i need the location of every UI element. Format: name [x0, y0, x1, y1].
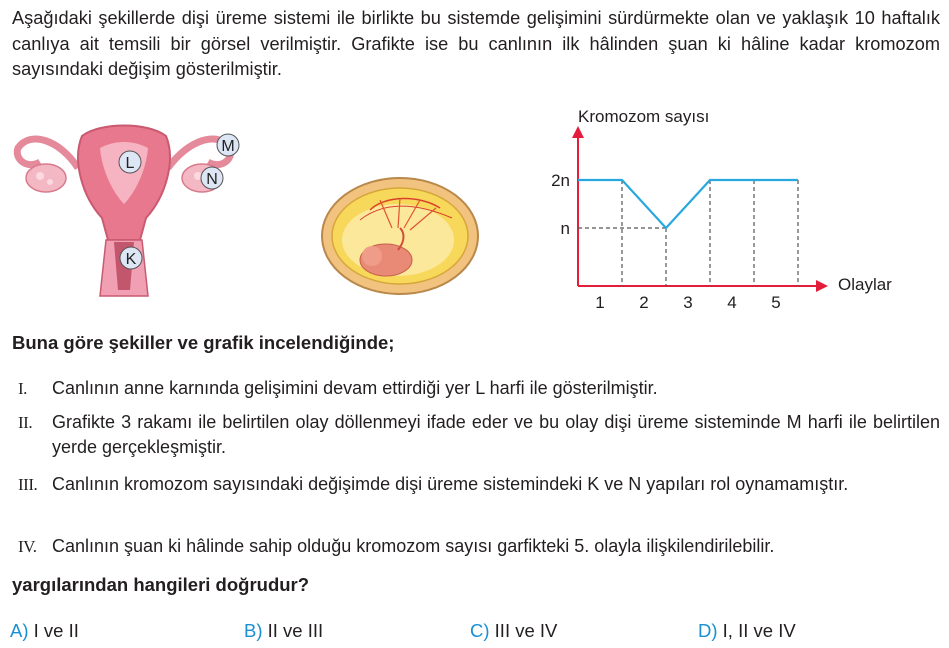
x-tick-label: 2 [639, 293, 649, 312]
option-a[interactable] [10, 620, 79, 642]
statement-number: III. [18, 475, 38, 494]
option-letter: C) [470, 620, 490, 641]
statement-text: Grafikte 3 rakamı ile belirtilen olay döllenmeyi ifade eder ve bu olay dişi üreme sisteminde M harfi ile belirtilen yerde gerçekleşmiştir. [52, 412, 940, 457]
chromosome-chart [551, 107, 892, 312]
ask-text: yargılarından hangileri doğrudur? [12, 574, 310, 595]
statement-2 [18, 410, 940, 460]
label-K [120, 247, 142, 269]
svg-text:M: M [221, 138, 235, 155]
option-text: I ve II [33, 620, 79, 641]
chromosome-series-line [578, 180, 798, 228]
chart-xlabel: Olaylar [838, 275, 892, 294]
figures-area [0, 100, 949, 325]
intro-text: Aşağıdaki şekillerde dişi üreme sistemi ile birlikte bu sistemde gelişimini sürdürmekte olan ve yaklaşık 10 haftalık canlıya ait temsili bir görsel verilmiştir. Grafikte ise bu canlının ilk hâlinden şuan ki hâline kadar kromozom sayısındaki değişim gösterilmiştir. [12, 8, 940, 79]
option-d[interactable] [698, 620, 796, 642]
x-tick-label: 4 [727, 293, 737, 312]
y-axis-arrow [572, 126, 584, 138]
option-letter: A) [10, 620, 29, 641]
x-axis-arrow [816, 280, 828, 292]
question-text: Buna göre şekiller ve grafik incelendiğinde; [12, 332, 395, 353]
statement-number: IV. [18, 537, 37, 556]
option-c[interactable] [470, 620, 557, 642]
option-text: III ve IV [494, 620, 558, 641]
option-b[interactable] [244, 620, 323, 642]
statement-number: II. [18, 413, 33, 432]
label-M [217, 134, 239, 156]
option-letter: D) [698, 620, 718, 641]
chart-ylabel: Kromozom sayısı [578, 107, 710, 126]
label-L [119, 151, 141, 173]
statement-text: Canlının kromozom sayısındaki değişimde dişi üreme sistemindeki K ve N yapıları rol oynamamıştır. [52, 474, 849, 494]
option-text: I, II ve IV [722, 620, 796, 641]
x-tick-label: 3 [683, 293, 693, 312]
label-N [201, 167, 223, 189]
svg-text:N: N [206, 171, 218, 188]
option-text: II ve III [267, 620, 324, 641]
statement-text: Canlının şuan ki hâlinde sahip olduğu kromozom sayısı garfikteki 5. olayla ilişkilendirilebilir. [52, 536, 775, 556]
statement-4 [18, 534, 940, 559]
statement-3 [18, 472, 940, 497]
svg-text:L: L [125, 155, 135, 172]
female-reproductive-system-illustration [17, 126, 239, 297]
svg-text:K: K [125, 251, 137, 268]
x-tick-label: 5 [771, 293, 781, 312]
x-tick-label: 1 [595, 293, 605, 312]
option-letter: B) [244, 620, 263, 641]
statement-text: Canlının anne karnında gelişimini devam ettirdiği yer L harfi ile gösterilmiştir. [52, 378, 658, 398]
statement-number: I. [18, 379, 27, 398]
embryo-illustration [322, 178, 478, 294]
statement-1 [18, 376, 940, 401]
y-tick-label: 2n [551, 171, 570, 190]
y-tick-label: n [560, 219, 570, 238]
